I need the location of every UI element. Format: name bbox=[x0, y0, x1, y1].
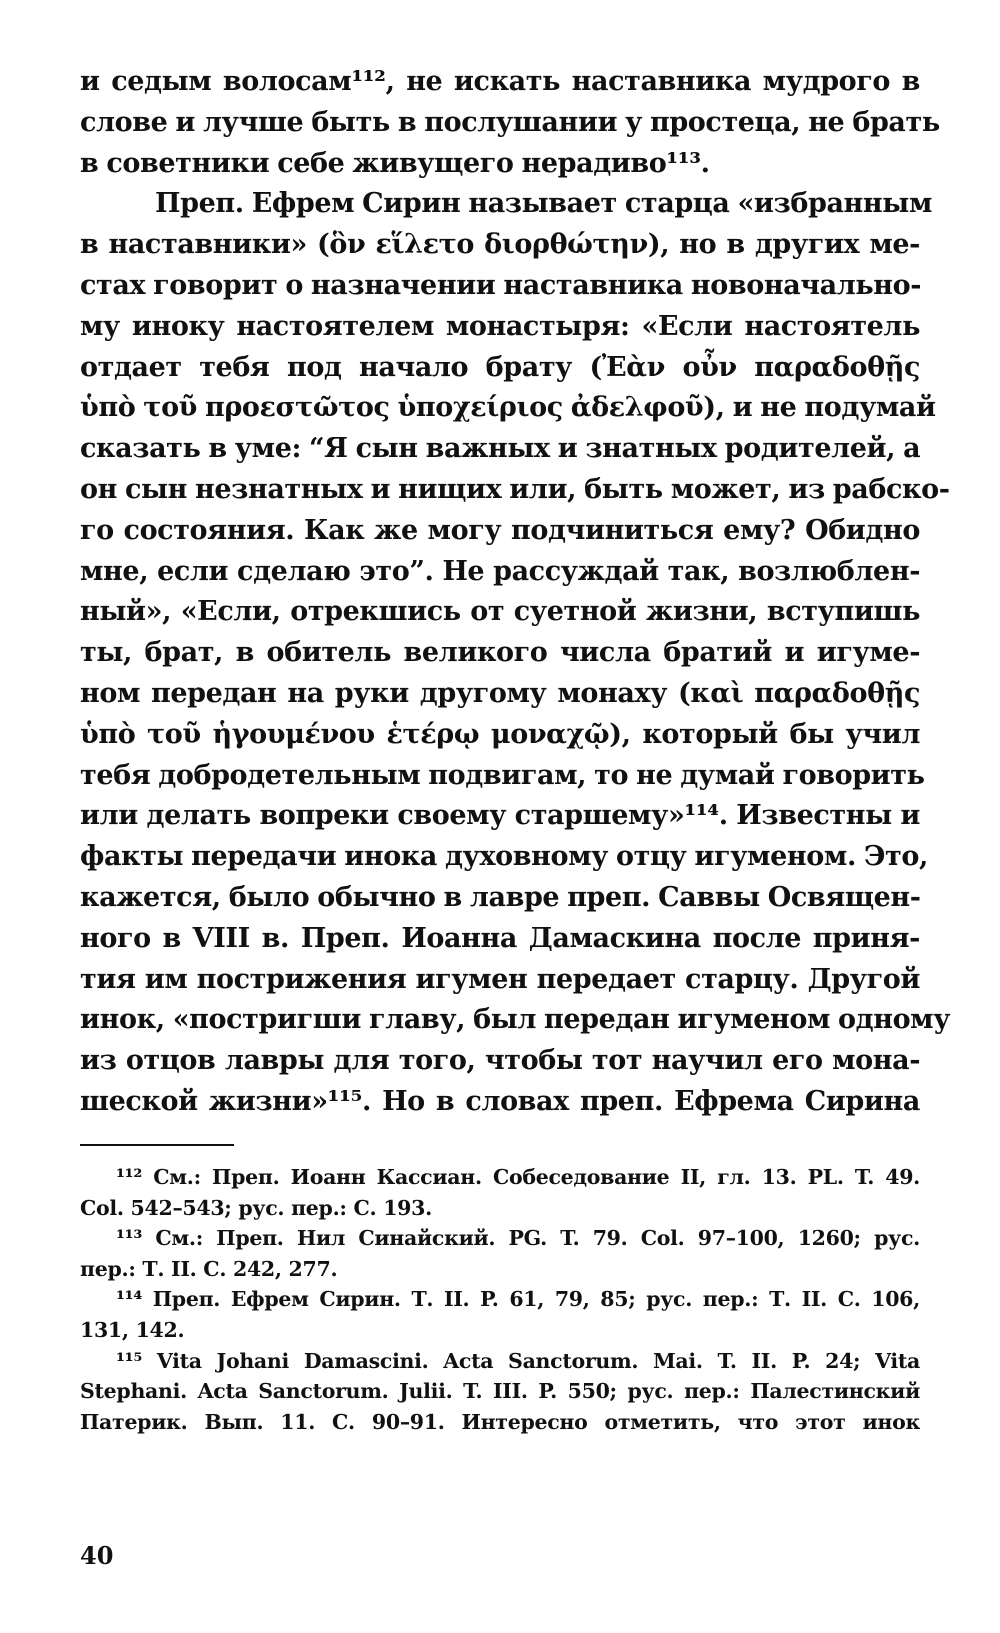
text-line: отдает тебя под начало брату (Ἐὰν οὖν παραδοθῇς bbox=[80, 351, 920, 383]
text-line: в советники себе живущего нерадиво¹¹³. bbox=[80, 147, 710, 179]
text-line: ном передан на руки другому монаху (καὶ παραδοθῇς bbox=[80, 677, 920, 709]
footnote-line: Col. 542–543; рус. пер.: С. 193. bbox=[80, 1195, 432, 1220]
text-line: ного в VIII в. Преп. Иоанна Дамаскина после приня- bbox=[80, 922, 920, 954]
text-line: кажется, было обычно в лавре преп. Саввы Освящен- bbox=[80, 881, 921, 913]
footnote-line: 131, 142. bbox=[80, 1317, 185, 1342]
text-line: мне, если сделаю это”. Не рассуждай так, возлюблен- bbox=[80, 555, 920, 587]
text-line: го состояния. Как же могу подчиниться ему? Обидно bbox=[80, 514, 920, 546]
text-line: факты передачи инока духовному отцу игуменом. Это, bbox=[80, 841, 928, 873]
text-line: шеской жизни»¹¹⁵. Но в словах преп. Ефрема Сирина bbox=[80, 1085, 920, 1117]
footnote-line: ¹¹² См.: Преп. Иоанн Кассиан. Собеседование II, гл. 13. PL. T. 49. bbox=[116, 1165, 920, 1189]
text-line: инок, «постригши главу, был передан игуменом одному bbox=[80, 1004, 951, 1036]
text-line: в наставники» (ὃν εἵλετο διορθώτην), но в других ме- bbox=[80, 229, 920, 261]
text-line: ный», «Если, отрекшись от суетной жизни, вступишь bbox=[80, 596, 920, 628]
text-line: му иноку настоятелем монастыря: «Если настоятель bbox=[80, 310, 920, 342]
footnote-line: пер.: Т. II. С. 242, 277. bbox=[80, 1256, 338, 1281]
text-line: сказать в уме: “Я сын важных и знатных родителей, а bbox=[80, 433, 921, 465]
text-line: стах говорит о назначении наставника новоначально- bbox=[80, 269, 922, 301]
text-line: или делать вопреки своему старшему»¹¹⁴. Известны и bbox=[80, 800, 920, 832]
text-line: из отцов лавры для того, чтобы тот научил его мона- bbox=[80, 1045, 920, 1077]
footnote-line: Патерик. Вып. 11. С. 90–91. Интересно отметить, что этот инок bbox=[80, 1409, 920, 1434]
text-line: тия им пострижения игумен передает старцу. Другой bbox=[80, 963, 920, 995]
text-line: ὑπὸ τοῦ ἡγουμένου ἑτέρῳ μοναχῷ), который бы учил bbox=[80, 718, 920, 750]
text-line: Преп. Ефрем Сирин называет старца «избранным bbox=[155, 188, 932, 220]
text-line: он сын незнатных и нищих или, быть может, из рабско- bbox=[80, 473, 950, 505]
text-line: ты, брат, в обитель великого числа братий и игуме- bbox=[80, 637, 920, 669]
footnote-line: Stephani. Acta Sanctorum. Julii. T. III. P. 550; рус. пер.: Палестинский bbox=[80, 1379, 920, 1404]
main-text bbox=[80, 62, 951, 1123]
text-line: и седым волосам¹¹², не искать наставника мудрого в bbox=[80, 66, 920, 97]
footnote-line: ¹¹⁵ Vita Johani Damascini. Acta Sanctorum. Mai. T. II. P. 24; Vita bbox=[116, 1348, 920, 1373]
text-line: слове и лучше быть в послушании у простеца, не брать bbox=[80, 106, 940, 138]
page-number: 40 bbox=[80, 1541, 114, 1570]
footnote-separator bbox=[80, 1144, 234, 1146]
text-line: ὑπὸ τοῦ προεστῶτος ὑποχείριος ἀδελφοῦ), и не подумай bbox=[80, 392, 936, 424]
footnote-line: ¹¹³ См.: Преп. Нил Синайский. PG. T. 79. Col. 97–100, 1260; рус. bbox=[116, 1226, 920, 1251]
text-line: тебя добродетельным подвигам, то не думай говорить bbox=[80, 759, 925, 791]
footnotes bbox=[80, 1162, 920, 1437]
footnote-line: ¹¹⁴ Преп. Ефрем Сирин. Т. II. P. 61, 79, 85; рус. пер.: Т. II. С. 106, bbox=[116, 1287, 920, 1312]
